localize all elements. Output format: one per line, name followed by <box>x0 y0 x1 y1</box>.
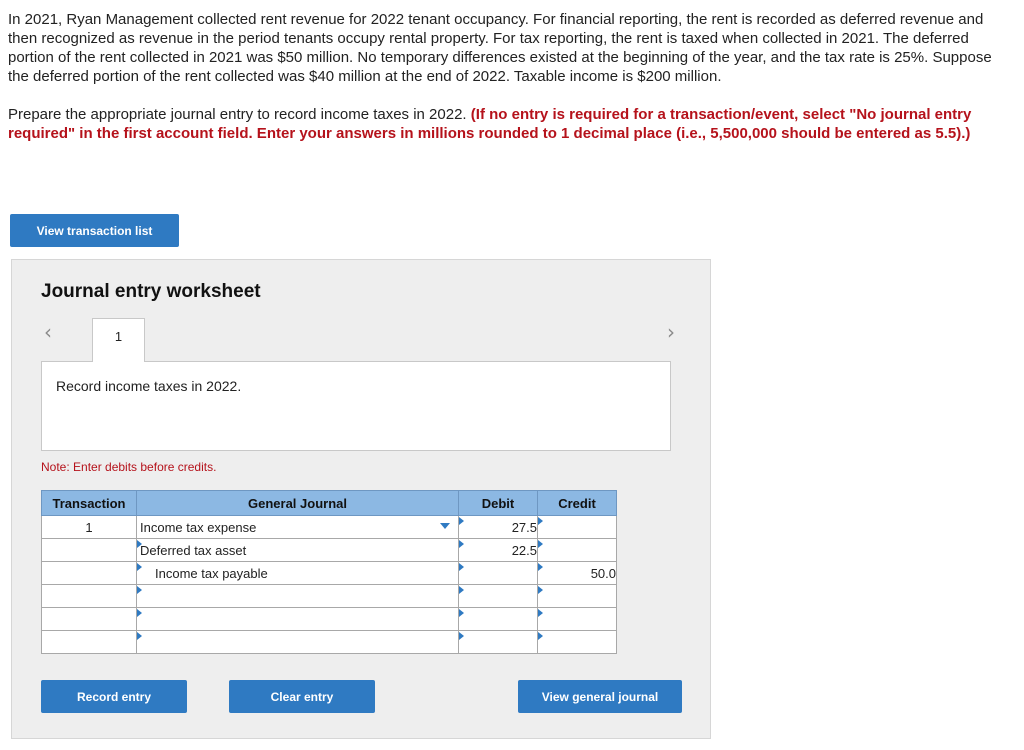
input-marker-icon <box>538 563 543 571</box>
note-text: Note: Enter debits before credits. <box>41 460 217 474</box>
input-marker-icon <box>137 609 142 617</box>
transaction-cell <box>42 562 137 585</box>
input-marker-icon <box>538 540 543 548</box>
table-row <box>42 516 617 539</box>
credit-input[interactable] <box>538 608 617 631</box>
transaction-cell <box>42 539 137 562</box>
debit-input[interactable] <box>459 585 538 608</box>
input-marker-icon <box>459 563 464 571</box>
header-transaction: Transaction <box>42 491 137 516</box>
question-paragraph: In 2021, Ryan Management collected rent revenue for 2022 tenant occupancy. For financial reporting, the rent is recorded as deferred revenue and then recognized as revenue in the period tenants occupy rental property. For tax reporting, the rent is taxed when collected in 2021. The deferred portion of the rent collected in 2021 was $50 million. No temporary differences existed at the beginning of the year, and the tax rate is 25%. Suppose the deferred portion of the rent collected was $40 million at the end of 2022. Taxable income is $200 million. <box>8 11 992 85</box>
view-general-journal-button[interactable]: View general journal <box>518 680 682 713</box>
account-select[interactable] <box>137 539 459 562</box>
input-marker-icon <box>538 586 543 594</box>
input-marker-icon <box>459 517 464 525</box>
transaction-cell <box>42 631 137 654</box>
worksheet-title: Journal entry worksheet <box>41 281 261 302</box>
clear-entry-button[interactable]: Clear entry <box>229 680 375 713</box>
input-marker-icon <box>459 609 464 617</box>
question-instructions <box>8 105 1008 143</box>
header-debit: Debit <box>459 491 538 516</box>
credit-input[interactable] <box>538 585 617 608</box>
instruction-lead: Prepare the appropriate journal entry to record income taxes in 2022. <box>8 106 471 123</box>
table-row <box>42 608 617 631</box>
account-select[interactable] <box>137 562 459 585</box>
debit-input[interactable] <box>459 516 538 539</box>
transaction-cell <box>42 608 137 631</box>
debit-value: 22.5 <box>511 542 537 558</box>
account-select[interactable] <box>137 516 459 539</box>
credit-input[interactable] <box>538 539 617 562</box>
debit-input[interactable] <box>459 608 538 631</box>
chevron-left-icon[interactable]: ‹ <box>44 320 52 344</box>
table-row <box>42 585 617 608</box>
header-general-journal: General Journal <box>137 491 459 516</box>
input-marker-icon <box>137 540 142 548</box>
header-credit: Credit <box>538 491 617 516</box>
debit-input[interactable] <box>459 539 538 562</box>
table-row <box>42 631 617 654</box>
credit-input[interactable] <box>538 516 617 539</box>
account-select[interactable] <box>137 631 459 654</box>
table-row <box>42 562 617 585</box>
account-select[interactable] <box>137 585 459 608</box>
credit-input[interactable] <box>538 562 617 585</box>
input-marker-icon <box>137 563 142 571</box>
input-marker-icon <box>137 586 142 594</box>
chevron-right-icon[interactable]: › <box>667 320 675 344</box>
instruction-detail: (If no entry is required for a transaction/event, select "No journal entry required" in the first account field. Enter your answers in millions rounded to 1 decimal place (i.e., 5,500,000 should be entered as 5.5).) <box>8 106 972 142</box>
journal-entry-worksheet <box>11 259 711 739</box>
record-entry-button[interactable]: Record entry <box>41 680 187 713</box>
entry-description-box <box>41 361 671 451</box>
transaction-cell: 1 <box>42 516 137 539</box>
input-marker-icon <box>538 632 543 640</box>
debit-input[interactable] <box>459 631 538 654</box>
view-transaction-list-button[interactable]: View transaction list <box>10 214 179 247</box>
table-row <box>42 539 617 562</box>
account-value: Income tax payable <box>155 565 268 581</box>
input-marker-icon <box>459 540 464 548</box>
entry-tab-1[interactable]: 1 <box>92 318 145 362</box>
input-marker-icon <box>459 586 464 594</box>
account-value: Income tax expense <box>140 519 257 535</box>
credit-value: 50.0 <box>590 565 616 581</box>
credit-input[interactable] <box>538 631 617 654</box>
transaction-cell <box>42 585 137 608</box>
account-select[interactable] <box>137 608 459 631</box>
debit-input[interactable] <box>459 562 538 585</box>
input-marker-icon <box>137 632 142 640</box>
debit-value: 27.5 <box>511 519 537 535</box>
input-marker-icon <box>538 517 543 525</box>
journal-table <box>41 490 617 654</box>
question-text <box>8 10 1008 143</box>
input-marker-icon <box>459 632 464 640</box>
input-marker-icon <box>538 609 543 617</box>
account-value: Deferred tax asset <box>140 542 247 558</box>
dropdown-caret-icon[interactable] <box>440 523 450 529</box>
entry-description: Record income taxes in 2022. <box>56 378 242 394</box>
